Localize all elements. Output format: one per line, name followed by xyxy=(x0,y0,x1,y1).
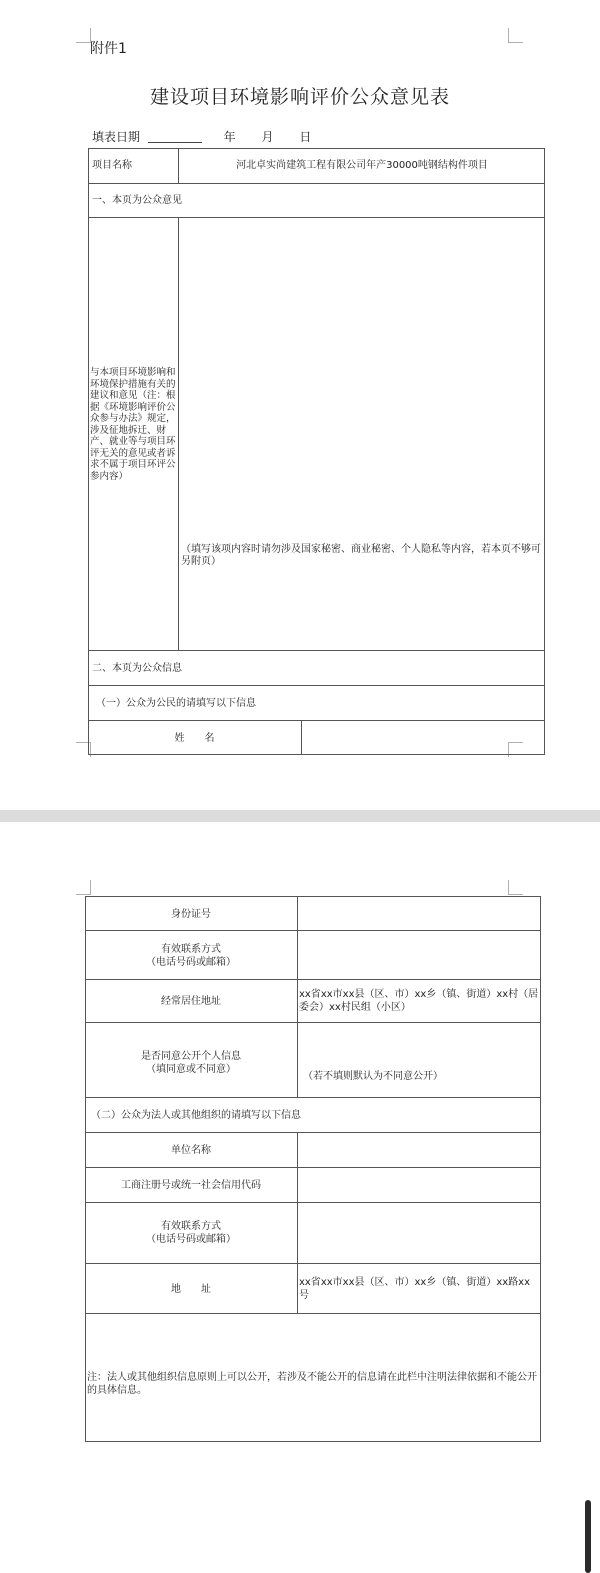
document-page-2 xyxy=(0,822,600,1573)
fill-date-line xyxy=(92,128,311,145)
date-month-label: 月 xyxy=(261,130,274,144)
table-rule xyxy=(85,1313,541,1314)
address-label: 经常居住地址 xyxy=(161,996,221,1007)
opinion-hint: （填写该项内容时请勿涉及国家秘密、商业秘密、个人隐私等内容，若本页不够可另附页） xyxy=(181,544,541,567)
consent-hint: （若不填则默认为不同意公开） xyxy=(303,1071,443,1082)
section1-heading: 一、本页为公众意见 xyxy=(92,195,182,206)
table-rule xyxy=(88,685,545,686)
fill-date-blank[interactable] xyxy=(148,132,202,143)
table-rule xyxy=(88,183,545,184)
org-name-input[interactable] xyxy=(298,1133,540,1167)
contact-label-line1: 有效联系方式 xyxy=(161,944,221,955)
page-gap xyxy=(0,810,600,822)
page-corner-mark xyxy=(508,28,523,43)
id-label: 身份证号 xyxy=(171,909,211,920)
contact-label-line2: （电话号码或邮箱） xyxy=(146,957,236,968)
fill-date-label: 填表日期 xyxy=(92,130,141,144)
project-name-value: 河北卓实尚建筑工程有限公司年产30000吨钢结构件项目 xyxy=(236,160,488,171)
page-corner-mark xyxy=(76,880,91,895)
table-rule xyxy=(85,979,541,980)
note-text: 注：法人或其他组织信息原则上可以公开，若涉及不能公开的信息请在此栏中注明法律依据和不能公开的具体信息。 xyxy=(87,1372,537,1396)
table-rule xyxy=(88,650,545,651)
org-name-label: 单位名称 xyxy=(171,1145,211,1156)
project-name-label: 项目名称 xyxy=(92,160,132,171)
table-rule xyxy=(85,1097,541,1098)
contact-input[interactable] xyxy=(298,931,540,979)
page-corner-mark xyxy=(76,28,91,43)
org-address-value[interactable]: xx省xx市xx县（区、市）xx乡（镇、街道）xx路xx号 xyxy=(299,1277,531,1301)
opinion-label: 与本项目环境影响和环境保护措施有关的建议和意见（注：根据《环境影响评价公众参与办法》规定，涉及征地拆迁、财产、就业等与项目环评无关的意见或者诉求不属于项目环评公参内容） xyxy=(90,367,176,482)
subsection2-heading: （二）公众为法人或其他组织的请填写以下信息 xyxy=(91,1110,301,1121)
page-corner-mark xyxy=(508,880,523,895)
name-label: 姓 名 xyxy=(174,733,215,744)
address-value[interactable]: xx省xx市xx县（区、市）xx乡（镇、街道）xx村（居委会）xx村民组（小区） xyxy=(299,989,539,1013)
form-title: 建设项目环境影响评价公众意见表 xyxy=(149,86,450,108)
table-rule xyxy=(178,148,179,183)
org-contact-label xyxy=(85,1220,297,1246)
date-year-label: 年 xyxy=(223,130,236,144)
reg-no-input[interactable] xyxy=(298,1168,540,1202)
subsection1-heading: （一）公众为公民的请填写以下信息 xyxy=(96,698,256,709)
attachment-label: 附件1 xyxy=(90,41,127,57)
contact-label xyxy=(85,943,297,969)
id-input[interactable] xyxy=(298,897,540,930)
org-address-label: 地 址 xyxy=(171,1284,211,1295)
reg-no-label: 工商注册号或统一社会信用代码 xyxy=(121,1180,261,1191)
consent-label-line2: （填同意或不同意） xyxy=(146,1064,236,1075)
vertical-scrollbar[interactable] xyxy=(585,1500,591,1573)
section2-heading: 二、本页为公众信息 xyxy=(92,663,182,674)
org-contact-label-line1: 有效联系方式 xyxy=(161,1221,221,1232)
consent-input[interactable] xyxy=(298,1023,540,1067)
name-input[interactable] xyxy=(302,721,544,754)
consent-label xyxy=(85,1050,297,1076)
opinion-input-area[interactable] xyxy=(179,218,544,538)
org-contact-input[interactable] xyxy=(298,1203,540,1263)
date-day-label: 日 xyxy=(299,130,312,144)
consent-label-line1: 是否同意公开个人信息 xyxy=(141,1051,241,1062)
table-rule xyxy=(85,1263,541,1264)
org-contact-label-line2: （电话号码或邮箱） xyxy=(146,1234,236,1245)
